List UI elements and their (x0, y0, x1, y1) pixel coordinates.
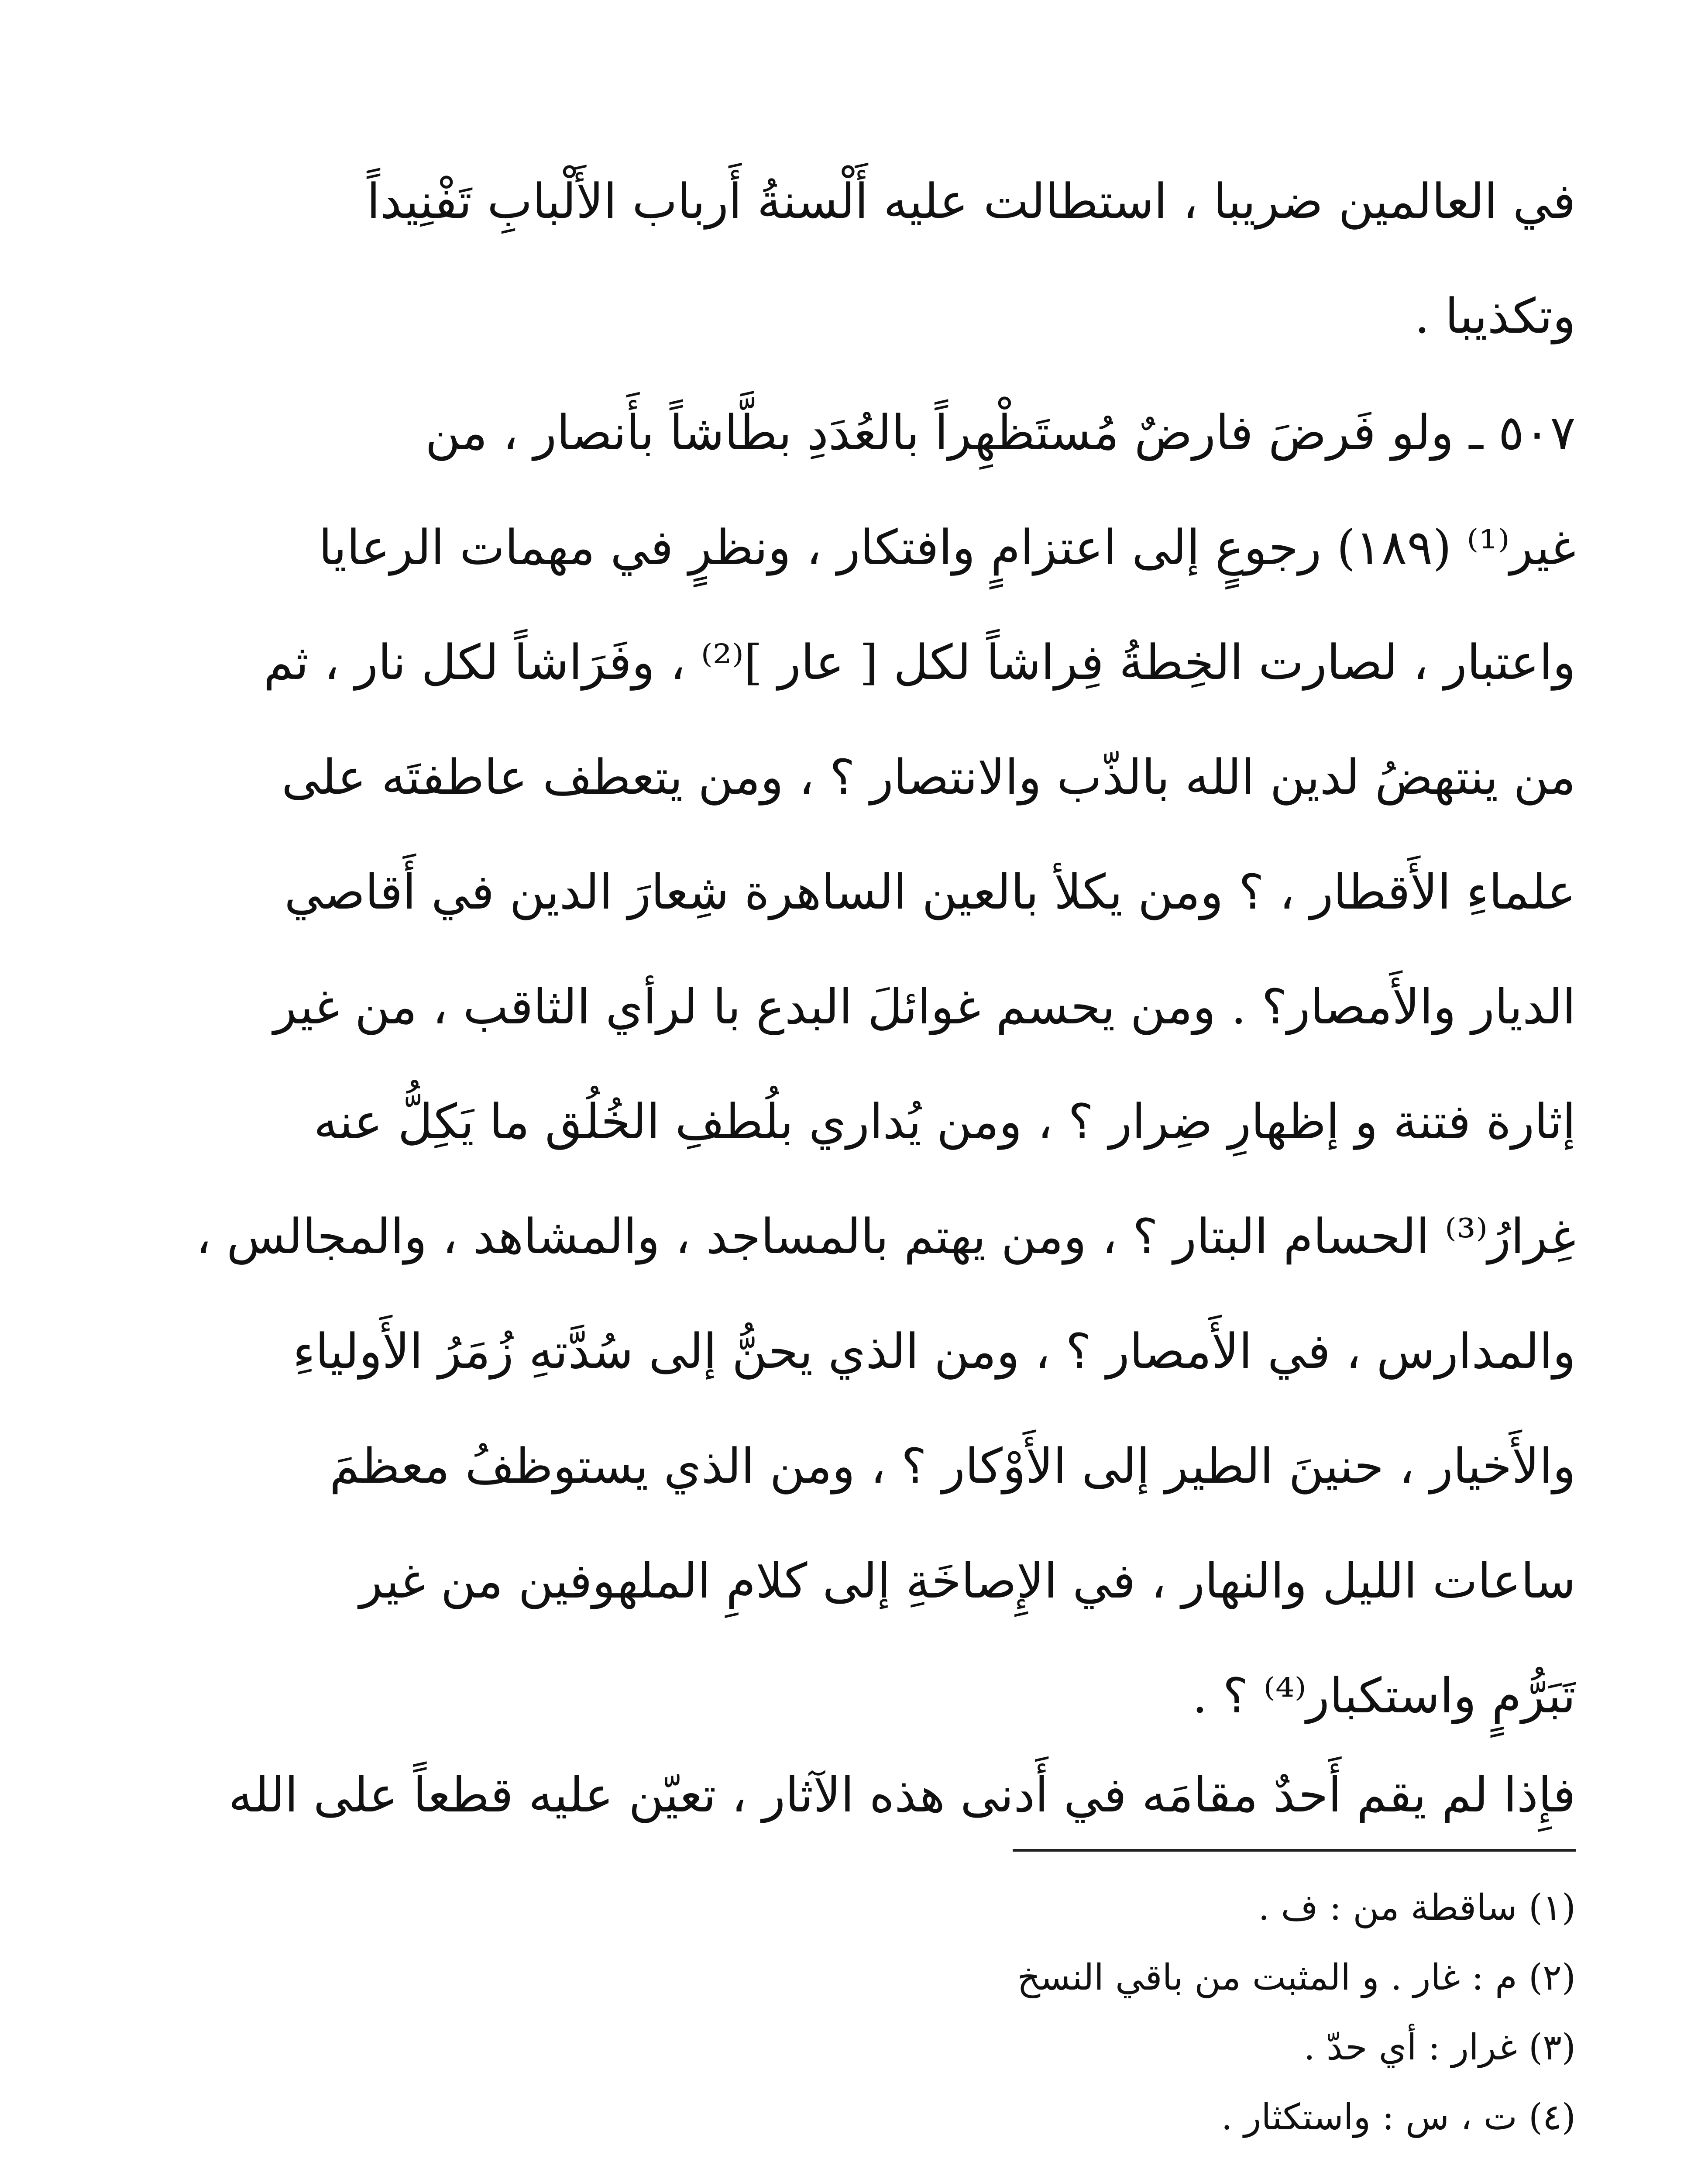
text-line: تَبَرُّمٍ واستكبار⁽⁴⁾ ؟ . (1192, 1668, 1576, 1724)
text-line: ٥٠٧ ـ ولو فَرضَ فارضٌ مُستَظْهِراً بالعُدَدِ بطَّاشاً بأَنصار ، من (425, 405, 1576, 461)
text-line: والمدارس ، في الأَمصار ؟ ، ومن الذي يحنُّ إلى سُدَّتهِ زُمَرُ الأَولياءِ (292, 1323, 1576, 1379)
text-line: غير⁽¹⁾ (١٨٩) رجوعٍ إلى اعتزامٍ وافتكار ، ونظرٍ في مهمات الرعايا (318, 520, 1576, 575)
text-line: فإِذا لم يقم أَحدٌ مقامَه في أَدنى هذه الآثار ، تعيّن عليه قطعاً على الله (228, 1767, 1576, 1823)
text-line: في العالمين ضريبا ، استطالت عليه أَلْسنةُ أَرباب الأَلْبابِ تَفْنِيداً (367, 173, 1576, 229)
text-line: علماءِ الأَقطار ، ؟ ومن يكلأ بالعين الساهرة شِعارَ الدين في أَقاصي (284, 864, 1576, 920)
footnote-2: (٢) م : غار . و المثبت من باقي النسخ (1017, 1957, 1576, 1998)
footnote-1: (١) ساقطة من : ف . (1258, 1887, 1576, 1928)
text-line: وتكذيبا . (1414, 288, 1576, 344)
footnote-3: (٣) غرار : أي حدّ . (1303, 2027, 1576, 2068)
paragraph-1 (166, 144, 1576, 374)
text-line: الديار والأَمصار؟ . ومن يحسم غوائلَ البدع با لرأي الثاقب ، من غير (273, 979, 1576, 1035)
text-line: غِرارُ⁽³⁾ الحسام البتار ؟ ، ومن يهتم بالمساجد ، والمشاهد ، والمجالس ، (196, 1209, 1576, 1264)
footnote-4: (٤) ت ، س : واستكثار . (1221, 2097, 1576, 2138)
paragraph-3 (166, 1738, 1576, 1852)
text-line: والأَخيار ، حنينَ الطير إلى الأَوْكار ؟ ، ومن الذي يستوظفُ معظمَ (329, 1438, 1576, 1494)
text-line: ساعات الليل والنهار ، في الإِصاخَةِ إلى كلامِ الملهوفين من غير (359, 1553, 1576, 1609)
footnotes (786, 1873, 1576, 2152)
text-line: إثارة فتنة و إظهارِ ضِرار ؟ ، ومن يُداري بلُطفِ الخُلُق ما يَكِلُّ عنه (313, 1094, 1576, 1150)
footnote-divider (1013, 1849, 1576, 1852)
paragraph-2 (166, 375, 1576, 1753)
text-line: واعتبار ، لصارت الخِطةُ فِراشاً لكل [ عار ]⁽²⁾ ، وفَرَاشاً لكل نار ، ثم (263, 634, 1576, 690)
text-line: من ينتهضُ لدين الله بالذّب والانتصار ؟ ، ومن يتعطف عاطفتَه على (282, 749, 1576, 805)
